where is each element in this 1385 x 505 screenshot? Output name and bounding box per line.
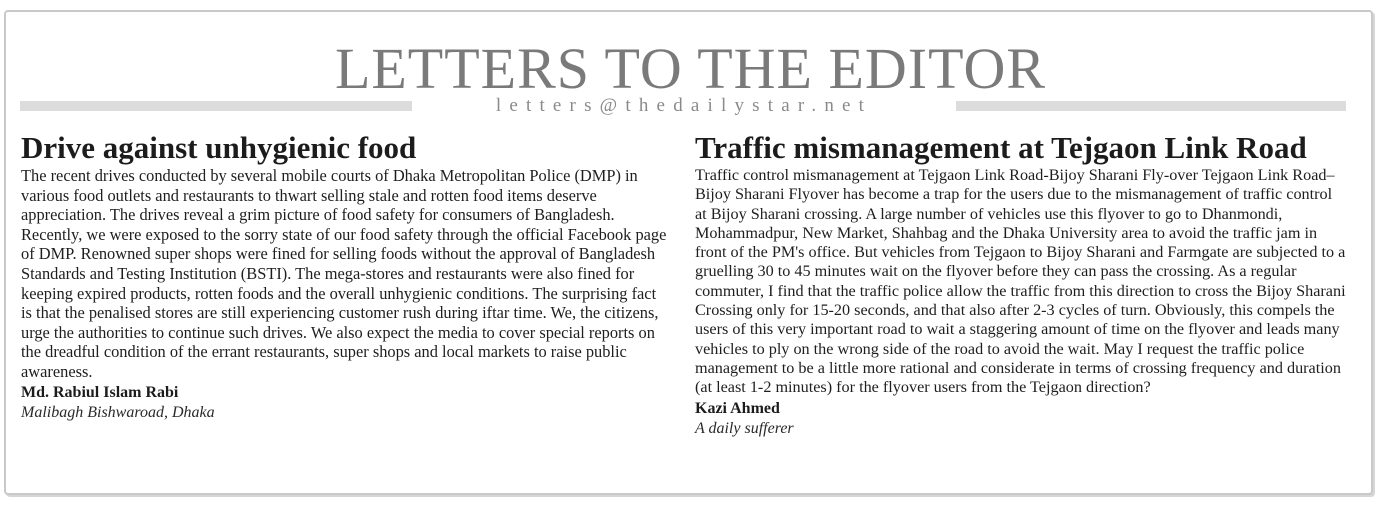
editor-email: letters@thedailystar.net: [495, 95, 873, 116]
letter-food: [21, 130, 671, 423]
header-rule-left: [20, 101, 412, 111]
letter-traffic: [695, 130, 1347, 439]
letter-location: Malibagh Bishwaroad, Dhaka: [21, 403, 215, 421]
letter-author: Kazi Ahmed: [695, 399, 780, 417]
letter-body: Traffic control mismanagement at Tejgaon Link Road-Bijoy Sharani Fly-over Tejgaon Link Road–Bijoy Sharani Flyover has become a trap for the users due to the mismanagement of traffic control at Bijoy Sharani crossing. A large number of vehicles use this flyover to go to Dhanmondi, Mohammadpur, New Market, Shahbag and the Dhaka University area to avoid the traffic jam in front of the PM's office. But vehicles from Tejgaon to Bijoy Sharani and Farmgate are subjected to a gruelling 30 to 45 minutes wait on the flyover before they can pass the crossing. As a regular commuter, I find that the traffic police allow the traffic from this direction to cross the Bijoy Sharani Crossing only for 15-20 seconds, and that also after 2-3 cycles of turn. Obviously, this compels the users of this very important road to wait a staggering amount of time on the flyover and leads many vehicles to ply on the wrong side of the road to avoid the wait. May I request the traffic police management to be a little more rational and considerate in terms of crossing frequency and duration (at least 1-2 minutes) for the flyover users from the Tejgaon direction?: [695, 166, 1346, 397]
letter-location: A daily sufferer: [695, 419, 794, 437]
letter-body: The recent drives conducted by several mobile courts of Dhaka Metropolitan Police (DMP) in various food outlets and restaurants to thwart selling stale and rotten food items deserve appreciation. The drives reveal a grim picture of food safety for consumers of Bangladesh. Recently, we were exposed to the sorry state of our food safety through the official Facebook page of DMP. Renowned super shops were fined for selling foods without the approval of Bangladesh Standards and Testing Institution (BSTI). The mega-stores and restaurants were also fined for keeping expired products, rotten foods and the overall unhygienic conditions. The surprising fact is that the penalised stores are still experiencing customer rush during iftar time. We, the citizens, urge the authorities to continue such drives. We also expect the media to cover special reports on the dreadful condition of the errant restaurants, super shops and local markets to raise public awareness.: [21, 166, 667, 381]
section-title: LETTERS TO THE EDITOR: [334, 36, 1047, 101]
letter-author: Md. Rabiul Islam Rabi: [21, 383, 179, 401]
letter-title: Drive against unhygienic food: [21, 130, 417, 165]
letter-title: Traffic mismanagement at Tejgaon Link Road: [695, 130, 1307, 165]
header-rule-right: [956, 101, 1346, 111]
letters-panel: [4, 10, 1373, 495]
